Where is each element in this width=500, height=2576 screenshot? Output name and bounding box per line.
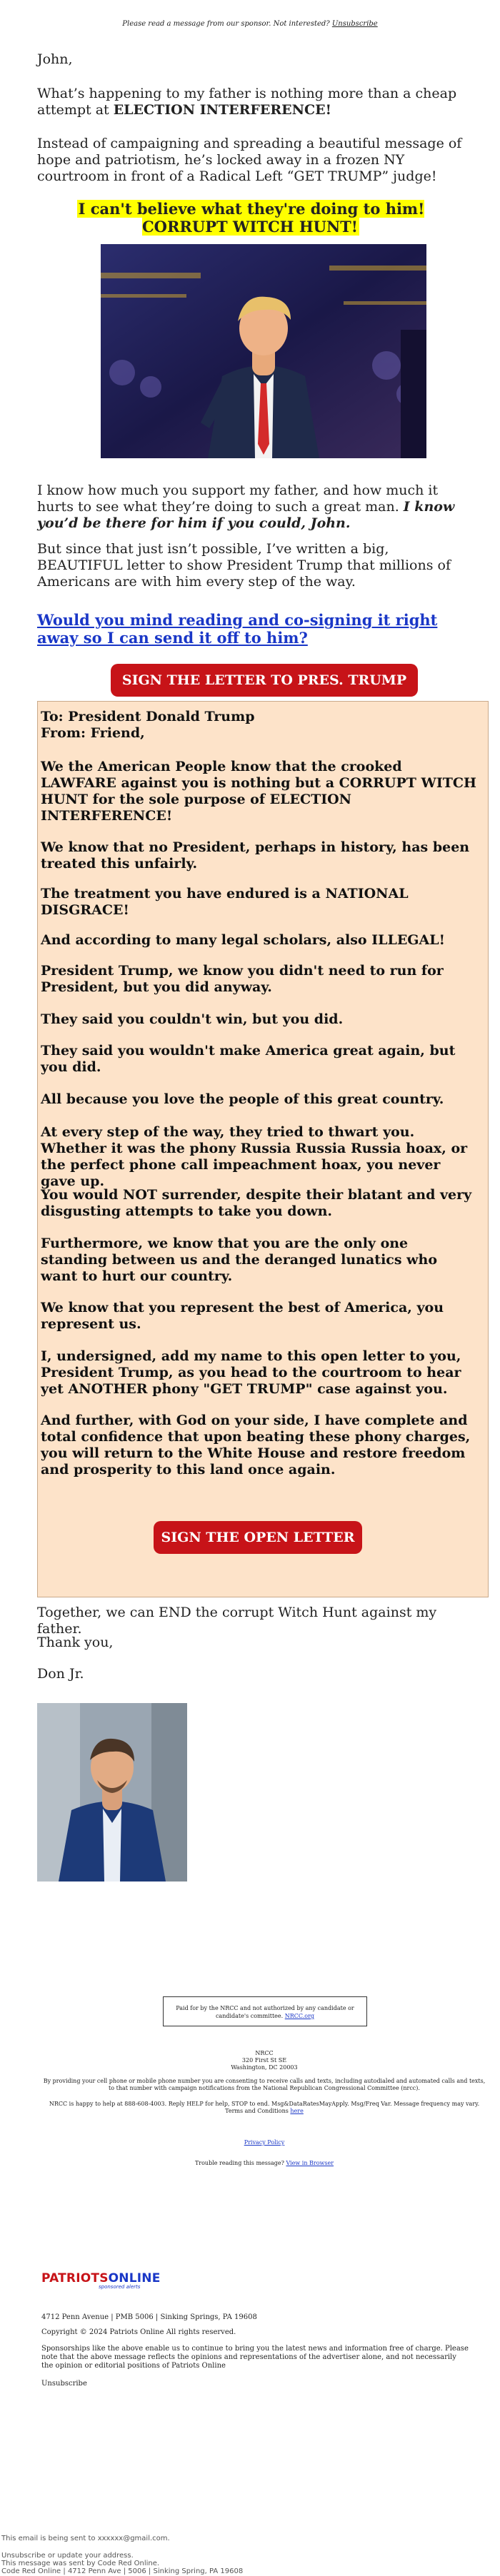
highlighted-headline: I can't believe what they're doing to him! CORRUPT WITCH HUNT! (78, 200, 425, 236)
letter-paragraph: We know that you represent the best of America, you represent us. (41, 1300, 444, 1332)
thank-you: Thank you, (37, 1635, 114, 1650)
sent-to-line: This email is being sent to xxxxxx@gmail.com. (1, 2535, 170, 2542)
paragraph-3: I know how much you support my father, and how much it hurts to see what they’re doing to such a great man. I know you’d be there for him if you could, John. (37, 483, 455, 531)
sent-by-line: This message was sent by Code Red Online. (1, 2560, 160, 2567)
letter-paragraph: I, undersigned, add my name to this open letter to you, President Trump, as you head to the courtroom to hear yet ANOTHER phony "GET TRUMP" case against you. (41, 1348, 461, 1397)
preheader-text: Please read a message from our sponsor. Not interested? (122, 20, 330, 28)
letter-paragraph: They said you wouldn't make America great again, but you did. (41, 1043, 456, 1075)
letter-paragraph: You would NOT surrender, despite their blatant and very disgusting attempts to take you down. (41, 1187, 472, 1219)
signature: Don Jr. (37, 1666, 84, 1682)
patriots-online-logo: PATRIOTSONLINE sponsored alerts (41, 2271, 161, 2290)
letter-paragraph: They said you couldn't win, but you did. (41, 1011, 344, 1027)
trouble-reading: Trouble reading this message? View in Browser (194, 2160, 334, 2166)
open-letter (37, 701, 489, 1597)
privacy-policy-link[interactable]: Privacy Policy (244, 2139, 285, 2146)
greeting: John, (37, 51, 73, 67)
footer-consent: By providing your cell phone or mobile phone number you are consenting to receive calls and texts, including autodialed and automated calls and texts, to that number with campaign notifications from the National Republican Congressional Committee (nrcc). (43, 2078, 486, 2091)
sponsor-disclaimer: Sponsorships like the above enable us to continue to bring you the latest news and information free of charge. Please note that the above message reflects the opinions and representations of the advertiser alone, and not necessarily the opinion or editorial positions of Patriots Online (41, 2345, 469, 2370)
sign-open-letter-button[interactable]: SIGN THE OPEN LETTER (154, 1521, 362, 1554)
unsubscribe-update-link[interactable]: Unsubscribe or update your address. (1, 2552, 134, 2560)
letter-paragraph: We know that no President, perhaps in history, has been treated this unfairly. (41, 839, 470, 872)
co-sign-link[interactable]: Would you mind reading and co-signing it right away so I can send it off to him? (37, 611, 438, 647)
letter-paragraph: President Trump, we know you didn't need to run for President, but you did anyway. (41, 963, 444, 995)
preheader-unsubscribe-link[interactable]: Unsubscribe (331, 20, 378, 28)
footer-help: NRCC is happy to help at 888-608-4003. Reply HELP for help, STOP to end. Msg&DataRatesMayApply. Msg/Freq Var. Message frequency may vary. Terms and Conditions here (49, 2101, 480, 2114)
sponsor-copyright: Copyright © 2024 Patriots Online All rights reserved. (41, 2328, 236, 2336)
nrcc-link[interactable]: NRCC.org (284, 2013, 315, 2019)
letter-paragraph: We the American People know that the crooked LAWFARE against you is nothing but a CORRUPT WITCH HUNT for the sole purpose of ELECTION INTERFERENCE! (41, 759, 476, 824)
company-address: Code Red Online | 4712 Penn Ave | 5006 | Sinking Spring, PA 19608 (1, 2567, 244, 2575)
preheader (0, 20, 500, 28)
election-interference-text: ELECTION INTERFERENCE! (113, 102, 331, 118)
letter-to: To: President Donald Trump (41, 709, 255, 724)
closing-line: Together, we can END the corrupt Witch Hunt against my father. (37, 1605, 437, 1637)
letter-paragraph: Furthermore, we know that you are the only one standing between us and the deranged lunatics who want to hurt our country. (41, 1236, 438, 1284)
sponsor-unsubscribe-link[interactable]: Unsubscribe (41, 2380, 87, 2388)
footer-address (43, 2050, 486, 2071)
sponsor-address: 4712 Penn Avenue | PMB 5006 | Sinking Springs, PA 19608 (41, 2313, 257, 2321)
privacy-policy (43, 2139, 486, 2146)
view-in-browser-link[interactable]: View in Browser (286, 2160, 334, 2166)
footer-city: Washington, DC 20003 (231, 2064, 298, 2071)
trump-photo (101, 244, 426, 458)
paid-for-disclaimer: Paid for by the NRCC and not authorized by any candidate or candidate's committee. NRCC.org (163, 1996, 367, 2026)
letter-paragraph: And according to many legal scholars, also ILLEGAL! (41, 932, 445, 948)
paragraph-2: Instead of campaigning and spreading a beautiful message of hope and patriotism, he’s locked away in a frozen NY courtroom in front of a Radical Left “GET TRUMP” judge! (37, 136, 462, 184)
letter-from: From: Friend, (41, 725, 145, 741)
letter-paragraph: The treatment you have endured is a NATIONAL DISGRACE! (41, 886, 409, 918)
letter-paragraph: And further, with God on your side, I have complete and total confidence that upon beating these phony charges, you will return to the White House and restore freedom and prosperity to this land once again. (41, 1413, 471, 1478)
sign-letter-button[interactable]: SIGN THE LETTER TO PRES. TRUMP (111, 664, 418, 697)
footer-org: NRCC (255, 2050, 274, 2056)
terms-link[interactable]: here (290, 2108, 304, 2114)
letter-paragraph: All because you love the people of this great country. (41, 1091, 444, 1107)
footer-street: 320 First St SE (241, 2057, 287, 2064)
paragraph-1: What’s happening to my father is nothing more than a cheap attempt at ELECTION INTERFERENCE! (37, 86, 457, 118)
don-jr-photo (37, 1703, 187, 1882)
emphasis-text: I know you’d be there for him if you could, John. (37, 499, 455, 531)
paragraph-4: But since that just isn’t possible, I’ve written a big, BEAUTIFUL letter to show President Trump that millions of Americans are with him every step of the way. (37, 541, 451, 590)
letter-paragraph: At every step of the way, they tried to thwart you. Whether it was the phony Russia Russia Russia hoax, or the perfect phone call impeachment hoax, you never gave up. (41, 1124, 468, 1189)
